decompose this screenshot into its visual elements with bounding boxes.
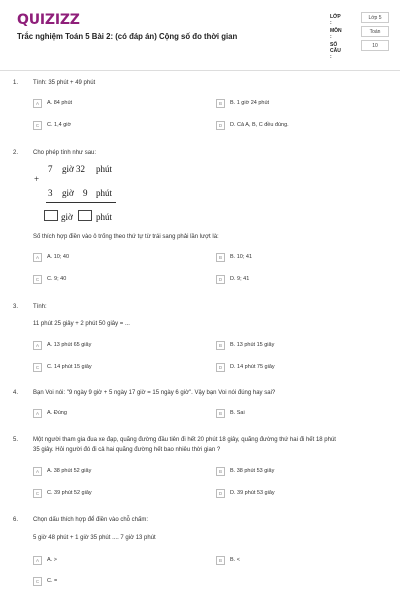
option-letter: D: [216, 275, 225, 284]
meta-label: LỚP :: [330, 14, 341, 26]
option-letter: C: [33, 121, 42, 130]
option-a[interactable]: [33, 253, 183, 263]
option-text: D. 9; 41: [230, 276, 250, 282]
option-letter: D: [216, 121, 225, 130]
option-letter: A: [33, 99, 42, 108]
option-a[interactable]: [33, 341, 183, 351]
option-b[interactable]: [216, 556, 366, 566]
calc-unit: giờ: [61, 212, 73, 222]
quizizz-logo: QUIZIZZ: [17, 12, 80, 28]
option-letter: A: [33, 253, 42, 262]
meta-value: Toán: [361, 26, 389, 37]
option-text: C. =: [47, 578, 58, 584]
option-text: A. 38 phút 52 giây: [47, 468, 92, 474]
option-letter: B: [216, 341, 225, 350]
option-c[interactable]: [33, 275, 183, 285]
option-b[interactable]: [216, 467, 366, 477]
answer-box-hours[interactable]: [44, 210, 58, 221]
option-letter: B: [216, 467, 225, 476]
option-letter: B: [216, 556, 225, 565]
question-number: 5.: [13, 437, 19, 443]
option-text: A. 10; 40: [47, 254, 70, 260]
question-number: 4.: [13, 390, 19, 396]
option-d[interactable]: [216, 489, 366, 499]
option-a[interactable]: [33, 409, 183, 419]
option-a[interactable]: [33, 99, 183, 109]
calc-unit: giờ: [62, 188, 74, 198]
option-b[interactable]: [216, 253, 366, 263]
option-text: B. 10; 41: [230, 254, 253, 260]
option-d[interactable]: [216, 363, 366, 373]
meta-value: 10: [361, 40, 389, 51]
option-c[interactable]: [33, 577, 183, 587]
question-subtext: 11 phút 25 giây + 2 phút 50 giây = ...: [33, 321, 130, 327]
question-text: Chọn dấu thích hợp để điền vào chỗ chấm:: [33, 517, 149, 523]
calc-unit: phút: [96, 212, 113, 222]
question-text: Bạn Voi nói: "9 ngày 9 giờ + 5 ngày 17 giờ = 15 ngày 6 giờ". Vậy bạn Voi nói đúng hay sai?: [33, 390, 276, 396]
calc-unit: giờ 32: [62, 164, 86, 174]
answer-box-minutes[interactable]: [78, 210, 92, 221]
option-text: B. 1 giờ 24 phút: [230, 100, 270, 106]
page-title: Trắc nghiệm Toán 5 Bài 2: (có đáp án) Cộng số đo thời gian: [17, 32, 238, 41]
option-letter: C: [33, 577, 42, 586]
sum-line: [46, 202, 116, 203]
meta-value: Lớp 5: [361, 12, 389, 23]
calc-unit: phút: [96, 164, 113, 174]
option-text: C. 14 phút 15 giây: [47, 364, 92, 370]
calc-number: 9: [83, 188, 88, 198]
option-letter: C: [33, 489, 42, 498]
calc-number: 7: [48, 164, 53, 174]
option-b[interactable]: [216, 409, 366, 419]
option-text: C. 9; 40: [47, 276, 67, 282]
option-text: D. Cả A, B, C đều đúng.: [230, 122, 289, 128]
header-divider: [0, 70, 400, 71]
meta-label: MÔN :: [330, 28, 342, 40]
option-text: B. 38 phút 53 giây: [230, 468, 275, 474]
option-letter: D: [216, 363, 225, 372]
option-text: A. >: [47, 557, 57, 563]
option-c[interactable]: [33, 363, 183, 373]
option-a[interactable]: [33, 467, 183, 477]
option-c[interactable]: [33, 489, 183, 499]
question-number: 1.: [13, 80, 19, 86]
option-text: A. 13 phút 65 giây: [47, 342, 92, 348]
option-text: A. 84 phút: [47, 100, 73, 106]
option-d[interactable]: [216, 121, 366, 131]
option-letter: D: [216, 489, 225, 498]
question-text: Tính: 35 phút + 49 phút: [33, 80, 96, 86]
option-letter: B: [216, 409, 225, 418]
question-subtext: Số thích hợp điền vào ô trống theo thứ tự từ trái sang phải lần lượt là:: [33, 234, 219, 240]
question-text: Cho phép tính như sau:: [33, 150, 97, 156]
option-letter: C: [33, 275, 42, 284]
option-b[interactable]: [216, 99, 366, 109]
option-letter: B: [216, 99, 225, 108]
question-number: 6.: [13, 517, 19, 523]
question-subtext: 5 giờ 48 phút + 1 giờ 35 phút .... 7 giờ 13 phút: [33, 535, 156, 541]
plus-sign: +: [34, 174, 40, 184]
option-text: B. Sai: [230, 410, 245, 416]
option-letter: A: [33, 409, 42, 418]
question-text: Một người tham gia đua xe đạp, quãng đường đầu tiên đi hết 20 phút 18 giây, quãng đường thứ hai đi hết 18 phút: [33, 437, 336, 443]
question-number: 2.: [13, 150, 19, 156]
option-letter: A: [33, 467, 42, 476]
option-text: A. Đúng: [47, 410, 67, 416]
option-text: C. 39 phút 52 giây: [47, 490, 92, 496]
question-text: Tính:: [33, 304, 47, 310]
calc-number: 3: [48, 188, 53, 198]
option-letter: C: [33, 363, 42, 372]
option-text: D. 39 phút 53 giây: [230, 490, 275, 496]
option-text: D. 14 phút 75 giây: [230, 364, 275, 370]
option-text: C. 1,4 giờ: [47, 122, 72, 128]
calc-unit: phút: [96, 188, 113, 198]
option-b[interactable]: [216, 341, 366, 351]
option-c[interactable]: [33, 121, 183, 131]
option-letter: A: [33, 341, 42, 350]
question-text-line2: 35 giây. Hỏi người đó đi cả hai quãng đường hết bao nhiêu thời gian ?: [33, 447, 221, 453]
option-text: B. 13 phút 15 giây: [230, 342, 275, 348]
question-number: 3.: [13, 304, 19, 310]
option-letter: B: [216, 253, 225, 262]
option-text: B. <: [230, 557, 240, 563]
option-d[interactable]: [216, 275, 366, 285]
meta-label: SỐ CÂU :: [330, 42, 341, 60]
option-a[interactable]: [33, 556, 183, 566]
option-letter: A: [33, 556, 42, 565]
